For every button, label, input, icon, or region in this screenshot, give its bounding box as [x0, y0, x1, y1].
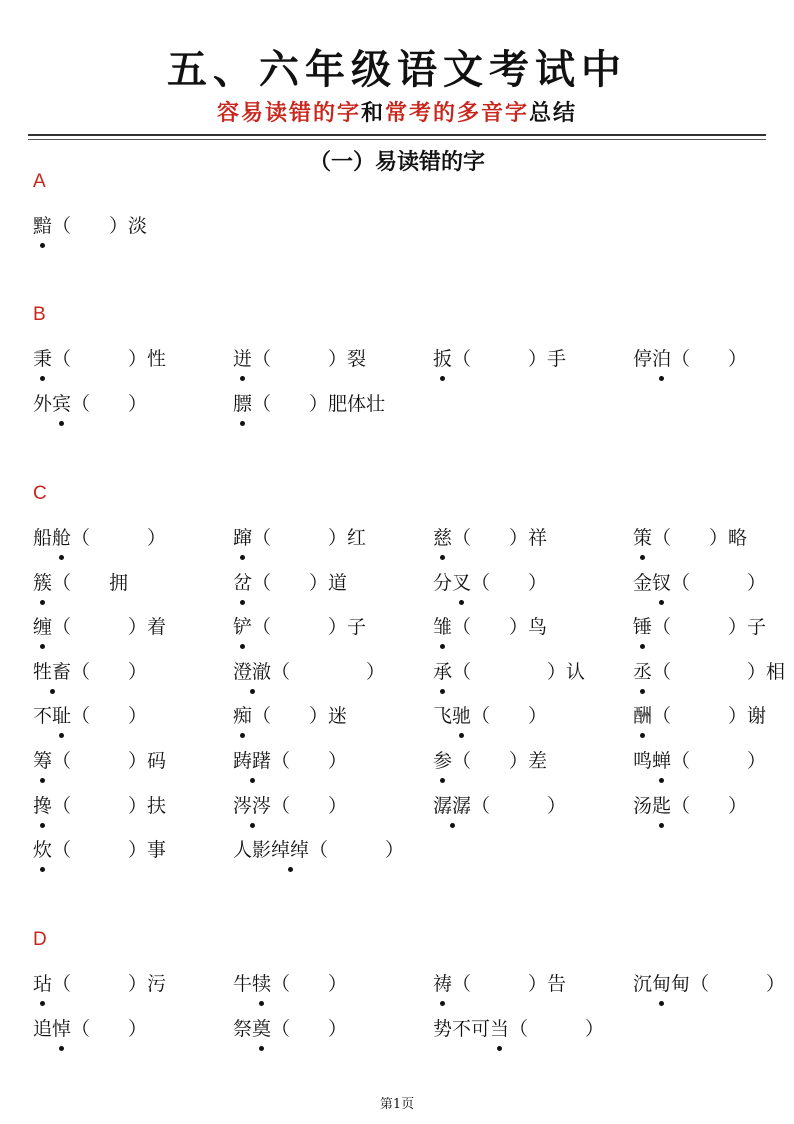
word-row: [33, 703, 773, 748]
emphasis-dot: 蝉: [652, 749, 672, 772]
word-item: 飞驰（ ）: [433, 705, 548, 728]
word-item: 丞（ ）相: [633, 660, 786, 683]
emphasis-dot: 绰绰: [271, 839, 310, 862]
emphasis-dot: 承: [433, 660, 453, 683]
word-item: 簇（ 拥: [33, 571, 129, 594]
subtitle-part-2: 和: [360, 100, 385, 126]
emphasis-dot: 丞: [633, 660, 653, 683]
word-row: [33, 1016, 773, 1061]
word-item: 牛犊（ ）: [233, 973, 348, 995]
word-row: [33, 837, 773, 882]
word-item: 人影绰绰（ ）: [233, 839, 405, 862]
emphasis-dot: 当: [490, 1017, 510, 1040]
emphasis-dot: 踌躇: [233, 749, 272, 772]
word-item: 缠（ ）着: [33, 616, 167, 639]
emphasis-dot: 扳: [433, 348, 453, 370]
word-item: 锤（ ）子: [633, 616, 767, 639]
emphasis-dot: 炊: [33, 839, 53, 862]
emphasis-dot: 叉: [452, 571, 472, 594]
word-item: 秉（ ）性: [33, 348, 167, 370]
word-item: 涔涔（ ）: [233, 794, 348, 817]
word-item: 祷（ ）告: [433, 973, 567, 995]
group-c-grid: [33, 525, 786, 882]
word-item: 外宾（ ）: [33, 392, 148, 415]
emphasis-dot: 钗: [652, 571, 672, 594]
emphasis-dot: 岔: [233, 571, 253, 594]
word-item: 参（ ）差: [433, 749, 548, 772]
word-item: 分叉（ ）: [433, 571, 548, 594]
emphasis-dot: 潺潺: [433, 794, 472, 817]
word-item: 追悼（ ）: [33, 1017, 148, 1040]
group-letter-a: A: [33, 171, 46, 192]
emphasis-dot: 匙: [652, 794, 672, 817]
emphasis-dot: 搀: [33, 794, 53, 817]
emphasis-dot: 慈: [433, 527, 453, 549]
emphasis-dot: 耻: [52, 705, 72, 728]
word-item: 潺潺（ ）: [433, 794, 567, 817]
group-d-grid: [33, 971, 786, 1060]
word-item: 铲（ ）子: [233, 616, 367, 639]
emphasis-dot: 筹: [33, 749, 53, 772]
emphasis-dot: 驰: [452, 705, 472, 728]
emphasis-dot: 悼: [52, 1017, 72, 1040]
word-item: 停泊（ ）: [633, 348, 748, 370]
word-item: 炊（ ）事: [33, 839, 167, 862]
group-a-grid: [33, 213, 773, 258]
emphasis-dot: 祷: [433, 973, 453, 995]
word-item: 痴（ ）迷: [233, 705, 348, 728]
emphasis-dot: 参: [433, 749, 453, 772]
emphasis-dot: 蹿: [233, 527, 253, 549]
word-item: 船舱（ ）: [33, 527, 167, 549]
emphasis-dot: 奠: [252, 1017, 272, 1040]
word-row: [33, 614, 773, 659]
emphasis-dot: 酬: [633, 705, 653, 728]
word-row: [33, 213, 773, 258]
group-letter-d: D: [33, 929, 47, 950]
emphasis-dot: 缠: [33, 616, 53, 639]
word-item: 鸣蝉（ ）: [633, 749, 767, 772]
page-title: 五、六年级语文考试中: [167, 46, 627, 93]
emphasis-dot: 玷: [33, 973, 53, 995]
emphasis-dot: 涔涔: [233, 794, 272, 817]
word-item: 蹿（ ）红: [233, 527, 367, 549]
emphasis-dot: 锤: [633, 616, 653, 639]
word-item: 澄澈（ ）: [233, 660, 386, 683]
word-item: 牲畜（ ）: [33, 660, 148, 683]
subtitle-part-4: 总结: [529, 100, 578, 126]
emphasis-dot: 宾: [52, 392, 72, 415]
word-item: 玷（ ）污: [33, 973, 167, 995]
emphasis-dot: 铲: [233, 616, 253, 639]
word-item: 膘（ ）肥体壮: [233, 392, 386, 415]
page-number: 第1页: [379, 1097, 415, 1112]
word-row: [33, 391, 773, 436]
word-row: [33, 748, 773, 793]
header-rule-thick: [28, 134, 766, 136]
page-subtitle: [0, 98, 794, 128]
word-item: 酬（ ）谢: [633, 705, 767, 728]
word-row: [33, 570, 773, 615]
word-item: 岔（ ）道: [233, 571, 348, 594]
emphasis-dot: 舱: [52, 527, 72, 549]
word-row: [33, 659, 786, 704]
word-item: 搀（ ）扶: [33, 794, 167, 817]
word-item: 雏（ ）鸟: [433, 616, 548, 639]
group-b-grid: [33, 346, 773, 435]
word-item: 策（ ）略: [633, 527, 748, 549]
word-row: [33, 793, 773, 838]
emphasis-dot: 泊: [652, 348, 672, 370]
word-item: 扳（ ）手: [433, 348, 567, 370]
emphasis-dot: 犊: [252, 973, 272, 995]
word-item: 汤匙（ ）: [633, 794, 748, 817]
word-item: 势不可当（ ）: [433, 1017, 605, 1040]
header-rule-thin: [28, 139, 766, 140]
group-letter-b: B: [33, 304, 46, 325]
word-item: 不耻（ ）: [33, 705, 148, 728]
emphasis-dot: 甸: [652, 973, 672, 995]
emphasis-dot: 膘: [233, 392, 253, 415]
word-item: 祭奠（ ）: [233, 1017, 348, 1040]
word-item: 慈（ ）祥: [433, 527, 548, 549]
word-row: [33, 346, 773, 391]
emphasis-dot: 黯: [33, 215, 53, 237]
word-item: 金钗（ ）: [633, 571, 767, 594]
word-item: 黯（ ）淡: [33, 215, 148, 237]
emphasis-dot: 策: [633, 527, 653, 549]
word-item: 踌躇（ ）: [233, 749, 348, 772]
emphasis-dot: 痴: [233, 705, 253, 728]
word-row: [33, 525, 773, 570]
group-letter-c: C: [33, 483, 47, 504]
section-title: （一）易读错的字: [308, 149, 485, 175]
word-row: [33, 971, 786, 1016]
emphasis-dot: 澄澈: [233, 660, 272, 683]
word-item: 迸（ ）裂: [233, 348, 367, 370]
subtitle-part-1: 容易读错的字: [216, 100, 361, 126]
emphasis-dot: 雏: [433, 616, 453, 639]
emphasis-dot: 迸: [233, 348, 253, 370]
emphasis-dot: 秉: [33, 348, 53, 370]
emphasis-dot: 簇: [33, 571, 53, 594]
word-item: 筹（ ）码: [33, 749, 167, 772]
emphasis-dot: 牲畜: [33, 660, 72, 683]
word-item: 承（ ）认: [433, 660, 586, 683]
subtitle-part-3: 常考的多音字: [385, 100, 530, 126]
word-item: 沉甸甸（ ）: [633, 973, 786, 995]
